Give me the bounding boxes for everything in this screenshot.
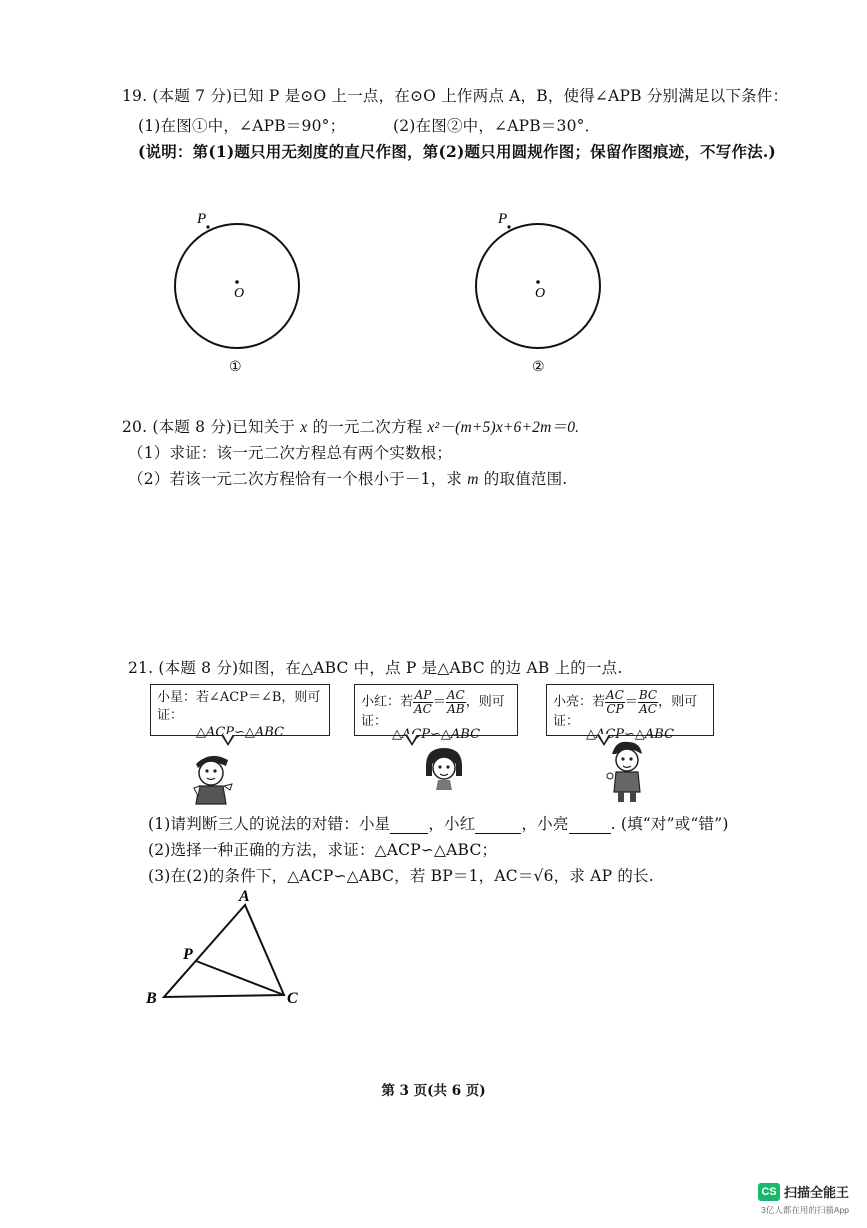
label-o: O xyxy=(234,286,245,301)
cartoon-xiaohong-icon xyxy=(420,744,468,792)
bubble-xiaohong-conclusion: △ACP∽△ABC xyxy=(391,727,481,743)
fraction-ac-ab: $\frac{AC}{AB}$ xyxy=(446,688,465,716)
q20-part2 xyxy=(128,467,567,489)
bubble-xiaoliang-condition xyxy=(553,689,707,728)
q19-figure-1 xyxy=(160,200,320,380)
q21-part1-d: . (填“对”或“错”) xyxy=(610,815,729,833)
scanner-logo-icon: CS xyxy=(758,1183,780,1201)
bubble-xiaoliang-tail: ，则可证： xyxy=(553,694,698,730)
cartoon-xiaoliang-icon xyxy=(604,738,648,804)
scanner-watermark xyxy=(758,1181,849,1216)
fraction-ac-cp: $\frac{AC}{CP}$ xyxy=(606,688,624,716)
bubble-xiaohong-lead: 小红：若 xyxy=(361,694,414,710)
q20-stem-var: x xyxy=(300,419,308,436)
vertex-b-label: B xyxy=(146,990,157,1007)
answer-blank-xiaoxing[interactable] xyxy=(390,833,428,834)
point-p-dot xyxy=(507,225,510,228)
q21-triangle-figure xyxy=(140,885,320,1015)
label-p: P xyxy=(197,211,207,227)
bubble-xiaohong-tail: ，则可证： xyxy=(361,694,505,730)
scanner-app-name: 扫描全能王 xyxy=(783,1185,849,1200)
q21-stem: 21. (本题 8 分)如图，在△ABC 中，点 P 是△ABC 的边 AB 上的一点. xyxy=(128,659,623,677)
q19-note: (说明：第(1)题只用无刻度的直尺作图，第(2)题只用圆规作图；保留作图痕迹，不写作法.) xyxy=(138,142,776,161)
label-o: O xyxy=(535,286,546,301)
q20-stem-prefix: 20. (本题 8 分)已知关于 xyxy=(122,418,301,436)
triangle-abc xyxy=(164,905,284,997)
q21-part3: (3)在(2)的条件下，△ACP∽△ABC，若 BP＝1，AC＝√6，求 AP 的长. xyxy=(148,867,654,885)
center-dot xyxy=(235,280,239,284)
page-footer: 第 3 页(共 6 页) xyxy=(381,1083,486,1099)
equals-sign: ＝ xyxy=(624,694,638,710)
answer-blank-xiaohong[interactable] xyxy=(475,833,521,834)
bubble-xiaohong-condition xyxy=(361,689,511,728)
vertex-a-label: A xyxy=(239,888,250,905)
q20-part2-prefix: （2）若该一元二次方程恰有一个根小于－1，求 xyxy=(128,470,468,488)
speech-bubble-xiaoxing xyxy=(150,684,330,741)
q19-part2: (2)在图②中，∠APB＝30°． xyxy=(393,117,601,135)
label-p: P xyxy=(498,211,508,227)
equals-sign: ＝ xyxy=(432,694,446,710)
q20-part2-var: m xyxy=(467,471,479,488)
q21-part2: (2)选择一种正确的方法，求证：△ACP∽△ABC； xyxy=(148,841,498,859)
q20-part1: （1）求证：该一元二次方程总有两个实数根； xyxy=(128,444,453,462)
vertex-p-label: P xyxy=(183,946,193,963)
bubble-xiaoxing-lead: 小星：若∠ACP＝∠B，则可证： xyxy=(157,690,321,723)
q19-part1: (1)在图①中，∠APB＝90°； xyxy=(138,117,346,135)
speech-bubble-xiaoliang xyxy=(546,684,714,743)
q20-stem xyxy=(122,415,579,437)
speech-bubble-xiaohong xyxy=(354,684,518,743)
q21-part1-b: ，小红 xyxy=(428,815,476,833)
caption-2: ② xyxy=(532,360,545,375)
q20-equation: x²－(m+5)x+6+2m＝0. xyxy=(427,419,580,436)
fraction-bc-ac: $\frac{BC}{AC}$ xyxy=(638,688,658,716)
bubble-xiaoliang-conclusion: △ACP∽△ABC xyxy=(585,727,675,743)
fraction-ap-ac: $\frac{AP}{AC}$ xyxy=(414,688,432,716)
answer-blank-xiaoliang[interactable] xyxy=(569,833,611,834)
point-p-dot xyxy=(206,225,209,228)
center-dot xyxy=(536,280,540,284)
q21-part1 xyxy=(148,812,729,834)
caption-1: ① xyxy=(229,360,242,375)
q20-stem-mid: 的一元二次方程 xyxy=(307,418,428,436)
bubble-xiaoliang-lead: 小亮：若 xyxy=(553,694,606,710)
cartoon-xiaoxing-icon xyxy=(186,748,238,808)
vertex-c-label: C xyxy=(287,990,298,1007)
q20-part2-suffix: 的取值范围. xyxy=(478,470,568,488)
q19-figure-2 xyxy=(460,200,620,380)
q21-part1-c: ，小亮 xyxy=(521,815,569,833)
scanner-tagline: 3亿人都在用的扫描App xyxy=(761,1205,849,1215)
bubble-xiaoxing-conclusion: △ACP∽△ABC xyxy=(195,725,285,741)
q19-stem: 19. (本题 7 分)已知 P 是⊙O 上一点，在⊙O 上作两点 A，B，使得∠APB 分别满足以下条件： xyxy=(122,87,789,105)
q21-part1-a: (1)请判断三人的说法的对错：小星 xyxy=(148,815,391,833)
